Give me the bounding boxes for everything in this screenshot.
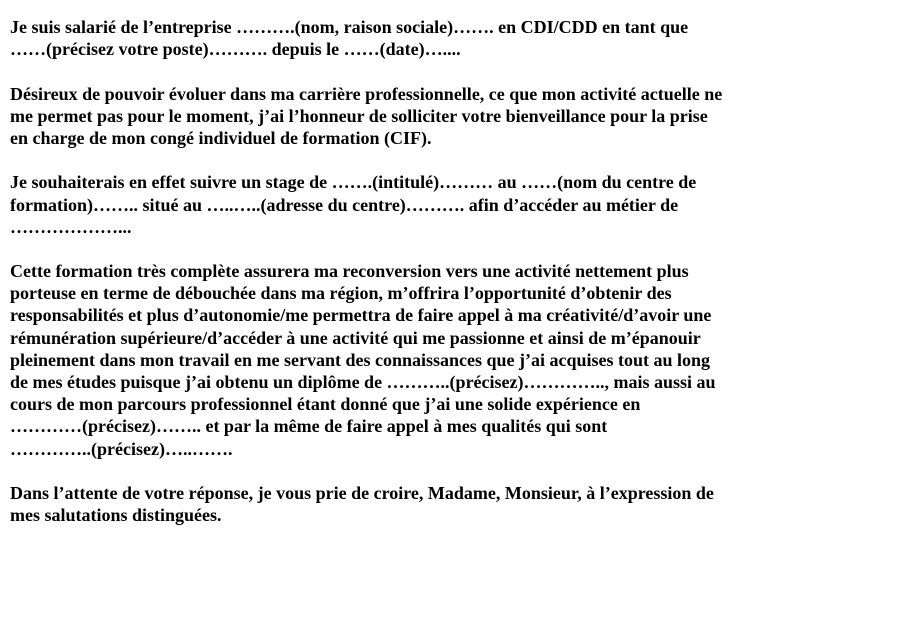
letter-body xyxy=(10,16,894,549)
paragraph-training xyxy=(10,171,894,238)
text-line: de mes études puisque j’ai obtenu un diplôme de ………..(précisez)………….., mais aussi au xyxy=(10,372,716,392)
paragraph-closing xyxy=(10,482,894,526)
text-line: rémunération supérieure/d’accéder à une activité qui me passionne et ainsi de m’épanouir xyxy=(10,327,701,348)
text-line: formation)…….. situé au …..…..(adresse du centre)………. afin d’accéder au métier de xyxy=(10,194,679,215)
text-line: Cette formation très complète assurera ma reconversion vers une activité nettement plus xyxy=(10,261,689,282)
text-line: cours de mon parcours professionnel étant donné que j’ai une solide expérience en xyxy=(10,394,641,415)
paragraph-request xyxy=(10,83,894,150)
text-line: …………..(précisez)…..……. xyxy=(10,438,233,459)
paragraph-motivation xyxy=(10,260,894,460)
text-line: Désireux de pouvoir évoluer dans ma carrière professionnelle, ce que mon activité actuelle ne xyxy=(10,83,723,104)
text-line: Je suis salarié de l’entreprise ……….(nom, raison sociale)……. en CDI/CDD en tant que xyxy=(10,17,689,37)
text-line: en charge de mon congé individuel de formation (CIF). xyxy=(10,127,432,148)
text-line: ………………... xyxy=(10,216,132,237)
text-line: ……(précisez votre poste)………. depuis le ……(date)….... xyxy=(10,39,461,60)
text-line: responsabilités et plus d’autonomie/me permettra de faire appel à ma créativité/d’avoir une xyxy=(10,305,712,326)
text-line: mes salutations distinguées. xyxy=(10,505,222,526)
text-line: pleinement dans mon travail en me servant des connaissances que j’ai acquises tout au long xyxy=(10,349,711,370)
text-line: …………(précisez)…….. et par la même de faire appel à mes qualités qui sont xyxy=(10,416,608,437)
text-line: Je souhaiterais en effet suivre un stage de …….(intitulé)……… au ……(nom du centre de xyxy=(10,172,697,193)
paragraph-employment xyxy=(10,16,894,60)
text-line: Dans l’attente de votre réponse, je vous prie de croire, Madame, Monsieur, à l’expression de xyxy=(10,482,714,503)
text-line: porteuse en terme de débouchée dans ma région, m’offrira l’opportunité d’obtenir des xyxy=(10,283,672,304)
text-line: me permet pas pour le moment, j’ai l’honneur de solliciter votre bienveillance pour la prise xyxy=(10,105,708,126)
